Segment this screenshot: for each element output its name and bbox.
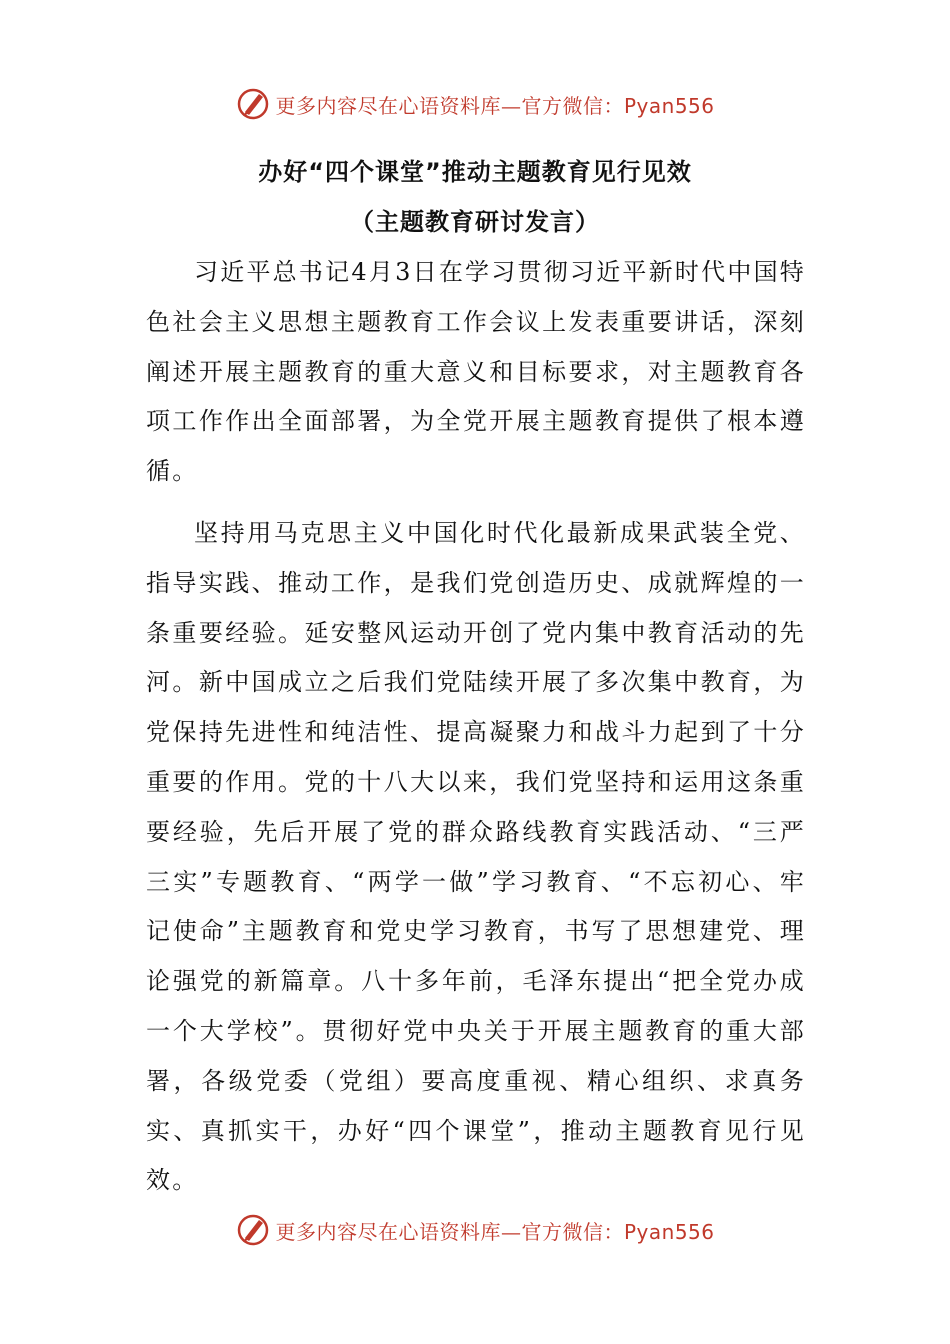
watermark-dash: — [500,1219,522,1244]
watermark-text [275,90,714,119]
document-subtitle: （主题教育研讨发言） [350,208,600,236]
watermark-main: 更多内容尽在心语资料库 [275,1219,501,1244]
document-title: 办好“四个课堂”推动主题教育见行见效 [258,158,692,186]
watermark-text [275,1216,714,1245]
watermark-handle: Pyan556 [623,93,715,118]
watermark-main: 更多内容尽在心语资料库 [275,93,501,118]
pen-logo-icon [235,1212,271,1248]
watermark-handle: Pyan556 [623,1219,715,1244]
watermark-wechat-label: 官方微信： [521,1219,624,1244]
watermark-wechat-label: 官方微信： [521,93,624,118]
document-body [146,248,806,1206]
watermark-dash: — [500,93,522,118]
paragraph: 坚持用马克思主义中国化时代化最新成果武装全党、指导实践、推动工作，是我们党创造历史、成就辉煌的一条重要经验。延安整风运动开创了党内集中教育活动的先河。新中国成立之后我们党陆续开展了多次集中教育，为党保持先进性和纯洁性、提高凝聚力和战斗力起到了十分重要的作用。党的十八大以来，我们党坚持和运用这条重要经验，先后开展了党的群众路线教育实践活动、“三严三实”专题教育、“两学一做”学习教育、“不忘初心、牢记使命”主题教育和党史学习教育，书写了思想建党、理论强党的新篇章。八十多年前，毛泽东提出“把全党办成一个大学校”。贯彻好党中央关于开展主题教育的重大部署，各级党委（党组）要高度重视、精心组织、求真务实、真抓实干，办好“四个课堂”，推动主题教育见行见效。 [146,518,806,1195]
paragraph: 习近平总书记4月3日在学习贯彻习近平新时代中国特色社会主义思想主题教育工作会议上发表重要讲话，深刻阐述开展主题教育的重大意义和目标要求，对主题教育各项工作作出全面部署，为全党开展主题教育提供了根本遵循。 [146,258,806,486]
pen-logo-icon [235,86,271,122]
footer-watermark [0,1210,950,1250]
header-watermark [0,84,950,124]
